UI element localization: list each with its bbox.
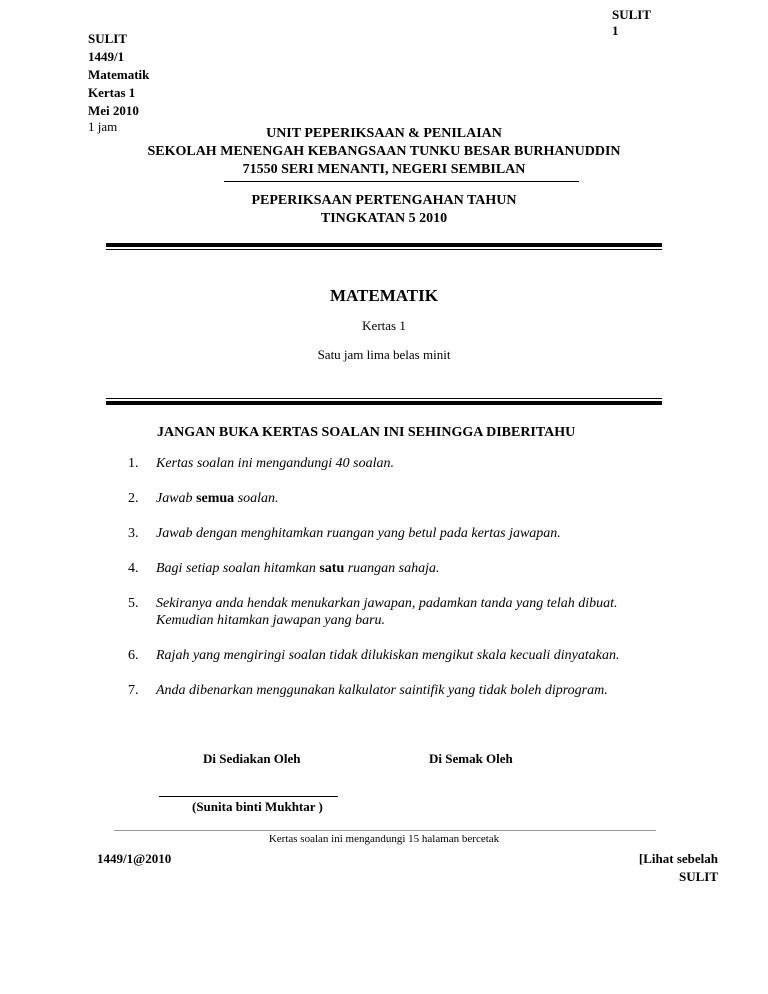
mid-thick-rule (106, 401, 662, 405)
footer-sulit: SULIT (678, 869, 718, 884)
duration-label: 1 jam (88, 119, 118, 134)
warning-text: JANGAN BUKA KERTAS SOALAN INI SEHINGGA DIBERITAHU (157, 425, 576, 440)
top-right-label (612, 7, 651, 39)
preparer-name: (Sunita binti Mukhtar ) (192, 799, 323, 814)
subject-label: Matematik (88, 67, 150, 82)
school-address: 71550 SERI MENANTI, NEGERI SEMBILAN (242, 162, 526, 177)
instruction-number: 7. (128, 683, 139, 698)
subject-title: MATEMATIK (330, 286, 438, 305)
top-left-block (88, 30, 149, 134)
exam-title: PEPERIKSAAN PERTENGAHAN TAHUN (251, 193, 517, 208)
paper-label: Kertas 1 (88, 85, 136, 100)
prepared-by-label: Di Sediakan Oleh (203, 751, 301, 766)
pages-note: Kertas soalan ini mengandungi 15 halaman bercetak (268, 833, 500, 845)
instruction-number: 5. (128, 596, 139, 611)
footer-divider (114, 830, 656, 831)
instruction-number: 6. (128, 648, 139, 663)
instruction-item: 6. Rajah yang mengiringi soalan tidak dilukiskan mengikut skala kecuali dinyatakan. (128, 648, 620, 663)
instruction-number: 3. (128, 526, 139, 541)
instruction-number: 2. (128, 491, 139, 506)
date-label: Mei 2010 (88, 103, 139, 118)
mid-thin-rule (106, 398, 662, 399)
page-number: 1 (612, 23, 619, 38)
top-thick-rule (106, 243, 662, 247)
form-level: TINGKATAN 5 2010 (320, 211, 448, 226)
turn-page-label: [Lihat sebelah (638, 851, 718, 866)
footer-code: 1449/1@2010 (97, 851, 172, 866)
top-right-sulit: SULIT (612, 7, 652, 22)
instruction-item: 2. Jawab semua soalan. (128, 491, 279, 506)
instruction-number: 1. (128, 456, 139, 471)
instruction-item: 5. Sekiranya anda hendak menukarkan jawapan, padamkan tanda yang telah dibuat. Kemudian hitamkan jawapan yang baru. (128, 596, 618, 628)
address-divider (224, 181, 579, 182)
top-thin-rule (106, 249, 662, 250)
paper-code: 1449/1 (88, 49, 125, 64)
instructions-list (128, 455, 688, 699)
instruction-item: 1. Kertas soalan ini mengandungi 40 soalan. (128, 456, 395, 471)
paper-number: Kertas 1 (362, 318, 406, 333)
instruction-item: 3. Jawab dengan menghitamkan ruangan yang betul pada kertas jawapan. (128, 526, 561, 541)
exam-duration: Satu jam lima belas minit (317, 347, 451, 362)
signature-line (159, 796, 338, 797)
instruction-item: 4. Bagi setiap soalan hitamkan satu ruangan sahaja. (128, 561, 440, 576)
school-name: SEKOLAH MENENGAH KEBANGSAAN TUNKU BESAR BURHANUDDIN (147, 144, 621, 159)
top-left-sulit: SULIT (88, 31, 128, 46)
checked-by-label: Di Semak Oleh (429, 751, 513, 766)
unit-heading: UNIT PEPERIKSAAN & PENILAIAN (266, 126, 502, 141)
instruction-number: 4. (128, 561, 139, 576)
instruction-item: 7. Anda dibenarkan menggunakan kalkulator saintifik yang tidak boleh diprogram. (128, 683, 608, 698)
